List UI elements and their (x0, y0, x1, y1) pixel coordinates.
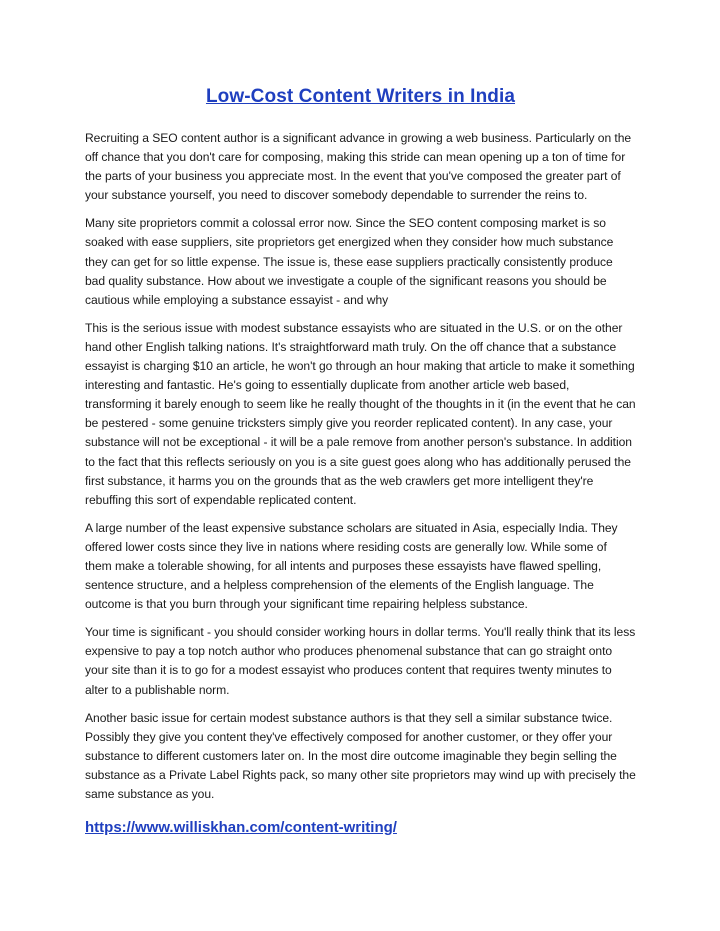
document-title[interactable]: Low-Cost Content Writers in India (205, 86, 516, 107)
paragraph-3: This is the serious issue with modest substance essayists who are situated in the U.S. or on the other hand other English talking nations. It's straightforward math truly. On the off chance that a substance essayist is charging $10 an article, he won't go through an hour making that article to make it something interesting and fantastic. He's going to essentially duplicate from another article web based, transforming it barely enough to seem like he really thought of the thoughts in it (in the event that he can be pestered - some genuine tricksters simply give you reorder replicated content). In any case, your substance will not be exceptional - it will be a pale remove from another person's substance. In addition to the fact that this reflects seriously on you is a site guest goes along who has additionally perused the first substance, it harms you on the grounds that as the web crawlers get more intelligent they're rebuffing this sort of expendable replicated content. (85, 320, 636, 507)
website-link[interactable]: https://www.williskhan.com/content-writing/ (85, 819, 397, 837)
paragraph-2: Many site proprietors commit a colossal error now. Since the SEO content composing market is so soaked with ease suppliers, site proprietors get energized when they consider how much substance they can get for so little expense. The issue is, these ease suppliers practically consistently produce bad quality substance. How about we investigate a couple of the significant reasons you should be cautious while employing a substance essayist - and why (85, 216, 614, 307)
paragraph-6: Another basic issue for certain modest substance authors is that they sell a similar substance twice. Possibly they give you content they've effectively composed for another customer, or they offer your substance to different customers later on. In the most dire outcome imaginable they begin selling the substance as a Private Label Rights pack, so many other site proprietors may wind up with precisely the same substance as you. (85, 710, 636, 801)
paragraph-4: A large number of the least expensive substance scholars are situated in Asia, especially India. They offered lower costs since they live in nations where residing costs are generally low. While some of them make a tolerable showing, for all intents and purposes these essayists have flawed spelling, sentence structure, and a helpless comprehension of the elements of the English language. The outcome is that you burn through your significant time repairing helpless substance. (85, 520, 618, 612)
paragraph-1: Recruiting a SEO content author is a significant advance in growing a web business. Particularly on the off chance that you don't care for composing, making this stride can mean opening up a ton of time for the parts of your business you appreciate most. In the event that you've composed the greater part of your substance yourself, you need to discover somebody dependable to surrender the reins to. (85, 131, 632, 203)
paragraph-5: Your time is significant - you should consider working hours in dollar terms. You'll really think that its less expensive to pay a top notch author who produces phenomenal substance that can go straight onto your site than it is to go for a modest essayist who produces content that requires twenty minutes to alter to a publishable norm. (85, 625, 636, 697)
